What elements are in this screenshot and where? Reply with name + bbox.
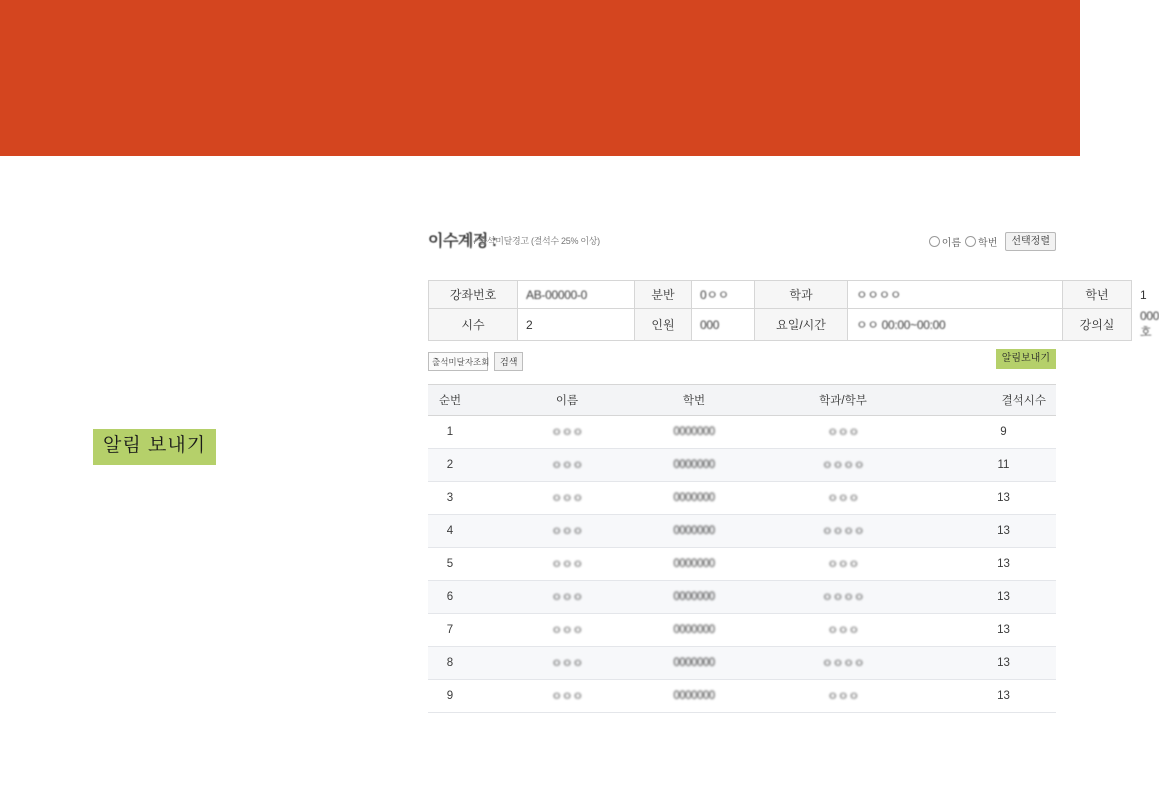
room-text: 000호 [1140,309,1159,339]
student-department-text: ㅇㅇㅇㅇ [821,592,865,604]
cell-department [726,680,960,713]
panel-header [428,228,1056,258]
cell-department [726,416,960,449]
course-info-label-department: 학과 [755,281,848,309]
cell-absences: 9 [960,416,1056,449]
student-id-text: 0000000 [673,558,715,570]
course-info-row: 강좌번호 AB-00000-0 분반 0ㅇㅇ 학과 ㅇㅇㅇㅇ 학년 1 [429,281,1132,309]
column-header-department: 학과/학부 [726,385,960,416]
cell-no: 6 [428,581,472,614]
cell-name [472,647,662,680]
table-row[interactable] [428,449,1056,482]
cell-student-id [662,647,726,680]
course-info-value-hours: 2 [518,309,635,341]
student-name-text: ㅇㅇㅇ [551,559,583,571]
radio-sort-by-studentid-label: 학번 [978,238,998,249]
course-info-value-daytime [848,309,1063,341]
cell-name [472,581,662,614]
column-header-absences: 결석시수 [960,385,1056,416]
cell-department [726,647,960,680]
top-banner [0,0,1080,156]
page-subtitle: / 출석미달경고 (결석수 25% 이상) [474,236,600,246]
sort-button[interactable]: 선택정렬 [1005,232,1056,251]
cell-no: 7 [428,614,472,647]
course-info-label-daytime: 요일/시간 [755,309,848,341]
course-info-label-headcount: 인원 [635,309,692,341]
column-header-no: 순번 [428,385,472,416]
cell-no: 1 [428,416,472,449]
cell-student-id [662,449,726,482]
send-notification-button[interactable]: 알림보내기 [996,349,1056,369]
cell-department [726,482,960,515]
cell-no: 8 [428,647,472,680]
cell-no: 3 [428,482,472,515]
course-info-value-headcount [692,309,755,341]
cell-student-id [662,515,726,548]
table-row[interactable] [428,416,1056,449]
cell-absences: 13 [960,581,1056,614]
table-row[interactable] [428,680,1056,713]
cell-student-id [662,548,726,581]
student-name-text: ㅇㅇㅇ [551,592,583,604]
cell-absences: 13 [960,680,1056,713]
cell-name [472,548,662,581]
cell-department [726,515,960,548]
cell-name [472,680,662,713]
student-name-text: ㅇㅇㅇ [551,658,583,670]
student-name-text: ㅇㅇㅇ [551,691,583,703]
table-row[interactable] [428,581,1056,614]
attendance-filter-select[interactable]: 출석미달자조회 [428,352,488,371]
student-id-text: 0000000 [673,492,715,504]
student-name-text: ㅇㅇㅇ [551,526,583,538]
student-name-text: ㅇㅇㅇ [551,460,583,472]
cell-name [472,416,662,449]
cell-department [726,581,960,614]
radio-circle-icon [965,236,976,247]
column-header-student-id: 학번 [662,385,726,416]
column-header-name: 이름 [472,385,662,416]
cell-absences: 13 [960,647,1056,680]
table-row[interactable] [428,548,1056,581]
cell-no: 2 [428,449,472,482]
sort-options-group [929,232,1056,251]
course-info-value-course-number [518,281,635,309]
course-info-label-section: 분반 [635,281,692,309]
student-name-text: ㅇㅇㅇ [551,493,583,505]
student-id-text: 0000000 [673,426,715,438]
search-button[interactable]: 검색 [494,352,523,371]
student-department-text: ㅇㅇㅇ [827,427,859,439]
notify-annotation-callout: 알림 보내기 [93,429,216,465]
student-id-text: 0000000 [673,459,715,471]
cell-no: 9 [428,680,472,713]
student-list-table [428,384,1056,713]
cell-student-id [662,680,726,713]
cell-absences: 11 [960,449,1056,482]
daytime-text: ㅇㅇ 00:00~00:00 [856,318,946,332]
radio-sort-by-name[interactable] [929,234,961,249]
student-id-text: 0000000 [673,624,715,636]
department-text: ㅇㅇㅇㅇ [856,288,902,302]
cell-no: 5 [428,548,472,581]
course-info-table [428,280,1159,341]
table-row[interactable] [428,482,1056,515]
cell-department [726,614,960,647]
student-department-text: ㅇㅇㅇㅇ [821,658,865,670]
cell-name [472,614,662,647]
radio-sort-by-studentid[interactable] [965,234,997,249]
student-department-text: ㅇㅇㅇ [827,691,859,703]
course-info-label-grade: 학년 [1063,281,1132,309]
course-info-label-course-number: 강좌번호 [429,281,518,309]
student-name-text: ㅇㅇㅇ [551,427,583,439]
student-department-text: ㅇㅇㅇ [827,625,859,637]
student-department-text: ㅇㅇㅇ [827,559,859,571]
section-text: 0ㅇㅇ [700,288,729,302]
cell-student-id [662,482,726,515]
cell-absences: 13 [960,548,1056,581]
cell-no: 4 [428,515,472,548]
student-department-text: ㅇㅇㅇ [827,493,859,505]
student-id-text: 0000000 [673,690,715,702]
radio-circle-icon [929,236,940,247]
cell-name [472,482,662,515]
cell-absences: 13 [960,482,1056,515]
cell-department [726,548,960,581]
table-row[interactable] [428,515,1056,548]
student-id-text: 0000000 [673,525,715,537]
table-header-row [428,385,1056,416]
course-info-row [429,309,1132,341]
student-department-text: ㅇㅇㅇㅇ [821,526,865,538]
cell-student-id [662,614,726,647]
action-bar [428,352,1056,376]
course-info-label-hours: 시수 [429,309,518,341]
student-name-text: ㅇㅇㅇ [551,625,583,637]
radio-sort-by-name-label: 이름 [941,238,962,249]
course-info-label-room: 강의실 [1063,309,1132,341]
attendance-warning-panel [428,228,1159,713]
cell-absences: 13 [960,515,1056,548]
cell-name [472,515,662,548]
student-department-text: ㅇㅇㅇㅇ [821,460,865,472]
table-row[interactable] [428,647,1056,680]
course-info-value-section [692,281,755,309]
student-id-text: 0000000 [673,657,715,669]
headcount-text: 000 [700,317,720,332]
cell-student-id [662,416,726,449]
cell-department [726,449,960,482]
page-title: 이수계정 : [428,233,497,250]
cell-student-id [662,581,726,614]
student-id-text: 0000000 [673,591,715,603]
course-number-text: AB-00000-0 [526,287,588,302]
course-info-value-department [848,281,1063,309]
table-row[interactable] [428,614,1056,647]
cell-name [472,449,662,482]
cell-absences: 13 [960,614,1056,647]
